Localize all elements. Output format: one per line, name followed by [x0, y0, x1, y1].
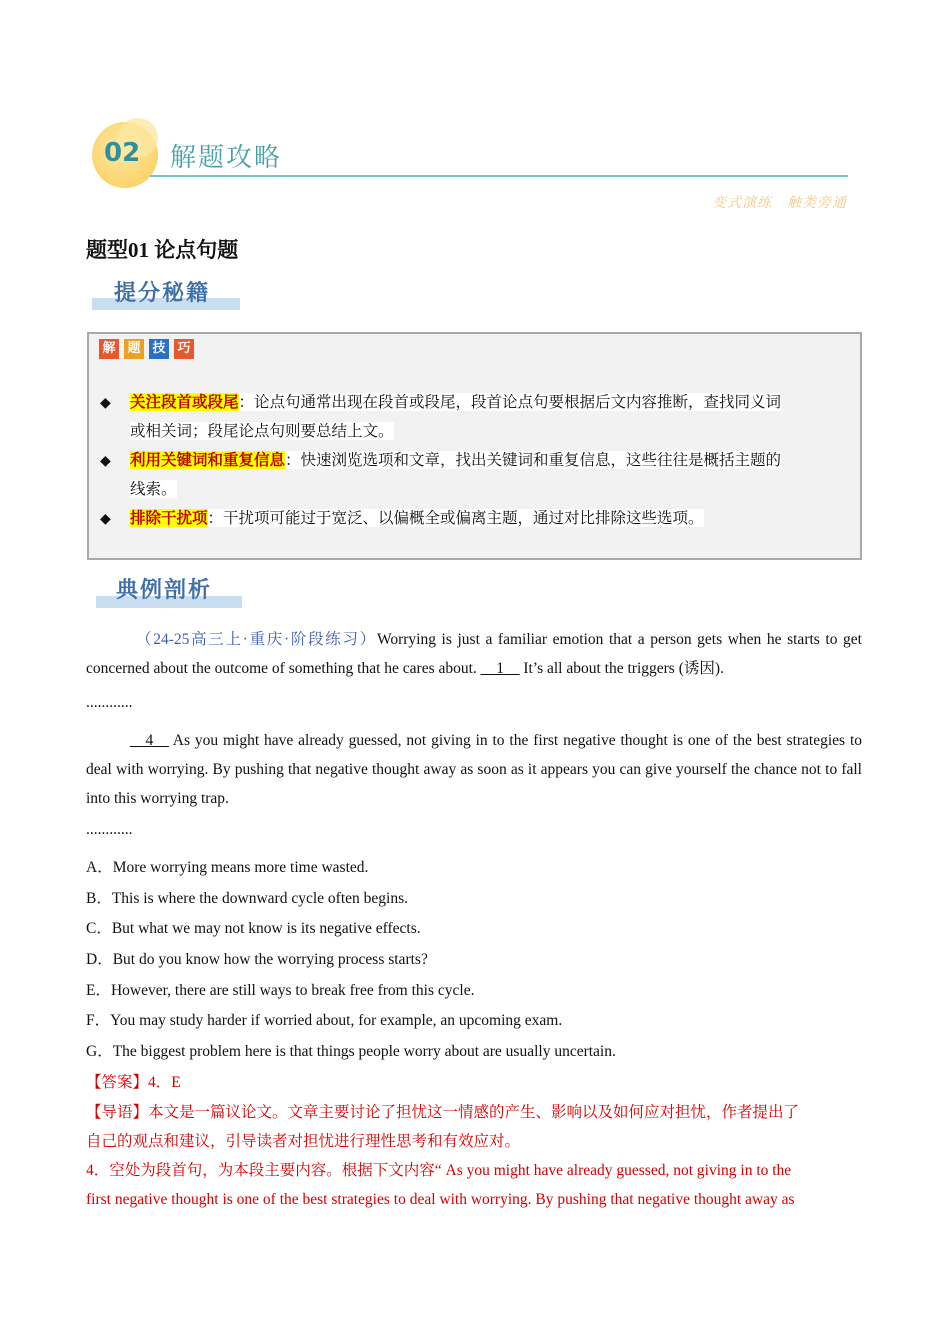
option-b: B．This is where the downward cycle often begins. — [86, 890, 408, 907]
option-f: F．You may study harder if worried about, for example, an upcoming exam. — [86, 1012, 563, 1029]
tip-item-3: ◆ 排除干扰项：干扰项可能过于宽泛、以偏概全或偏离主题，通过对比排除这些选项。 — [100, 504, 852, 533]
tip-key-2: 利用关键词和重复信息 — [130, 451, 286, 469]
tip-cont-2: 线索。 — [130, 480, 177, 498]
option-d: D．But do you know how the worrying process starts? — [86, 951, 428, 968]
blank-4: __4__ — [130, 732, 169, 749]
answer-line: 【答案】4．E — [86, 1074, 181, 1091]
diamond-bullet-icon: ◆ — [100, 511, 111, 527]
tip-text-3: 干扰项可能过于宽泛、以偏概全或偏离主题，通过对比排除这些选项。 — [223, 509, 704, 527]
tag-ti: 题 — [124, 339, 144, 359]
option-c: C．But what we may not know is its negative effects. — [86, 920, 421, 937]
banner-slogan: 变式演练 触类旁通 — [712, 195, 847, 211]
guide-line-2: 自己的观点和建议，引导读者对担忧进行理性思考和有效应对。 — [86, 1133, 521, 1150]
tag-ji: 技 — [149, 339, 169, 359]
option-g: G．The biggest problem here is that things people worry about are usually uncertain. — [86, 1043, 616, 1060]
option-e: E．However, there are still ways to break free from this cycle. — [86, 982, 475, 999]
banner-divider — [150, 175, 848, 177]
passage-source: （24-25高三上·重庆·阶段练习） — [136, 631, 377, 648]
example-section-label: 典例剖析 — [116, 578, 213, 603]
ellipsis-2: ............ — [86, 821, 133, 838]
diamond-bullet-icon: ◆ — [100, 395, 111, 411]
tip-text-1: 论点句通常出现在段首或段尾，段首论点句要根据后文内容推断，查找同义词 — [254, 393, 782, 411]
tip-cont-1: 或相关词；段尾论点句则要总结上文。 — [130, 422, 394, 440]
tips-section-label: 提分秘籍 — [114, 281, 211, 306]
tip-item-1: ◆ 关注段首或段尾：论点句通常出现在段首或段尾，段首论点句要根据后文内容推断，查找同义词 — [100, 388, 852, 417]
question-type-title: 题型01 论点句题 — [86, 238, 239, 262]
diamond-bullet-icon: ◆ — [100, 453, 111, 469]
banner-number: 02 — [104, 138, 141, 168]
tip-key-1: 关注段首或段尾 — [130, 393, 239, 411]
guide-line-1: 【导语】本文是一篇议论文。文章主要讨论了担忧这一情感的产生、影响以及如何应对担忧，作者提出了 — [86, 1104, 800, 1121]
ellipsis-1: ............ — [86, 694, 133, 711]
blank-1: __1__ — [480, 660, 520, 677]
tag-jie: 解 — [99, 339, 119, 359]
tip-item-2: ◆ 利用关键词和重复信息：快速浏览选项和文章，找出关键词和重复信息，这些往往是概括主题的 — [100, 446, 852, 475]
passage-paragraph-1: （24-25高三上·重庆·阶段练习）Worrying is just a familiar emotion that a person gets when he starts to get concerned about the outcome of something that he cares about. __1__ It’s all about the triggers (诱因). — [86, 631, 862, 677]
banner-title: 解题攻略 — [170, 143, 283, 173]
passage-paragraph-2: __4__ As you might have already guessed, not giving in to the first negative thought is one of the best strategies to deal with worrying. By pushing that negative thought away as soon as it appears you can give yourself the chance not to fall into this worrying trap. — [86, 732, 862, 807]
option-a: A．More worrying means more time wasted. — [86, 859, 369, 876]
analysis-line-2: first negative thought is one of the best strategies to deal with worrying. By pushing that negative thought away as — [86, 1191, 795, 1208]
tip-text-2: 快速浏览选项和文章，找出关键词和重复信息，这些往往是概括主题的 — [300, 451, 782, 469]
tag-qiao: 巧 — [174, 339, 194, 359]
tip-key-3: 排除干扰项 — [130, 509, 208, 527]
analysis-line-1: 4．空处为段首句，为本段主要内容。根据下文内容“ As you might have already guessed, not giving in to the — [86, 1162, 792, 1179]
